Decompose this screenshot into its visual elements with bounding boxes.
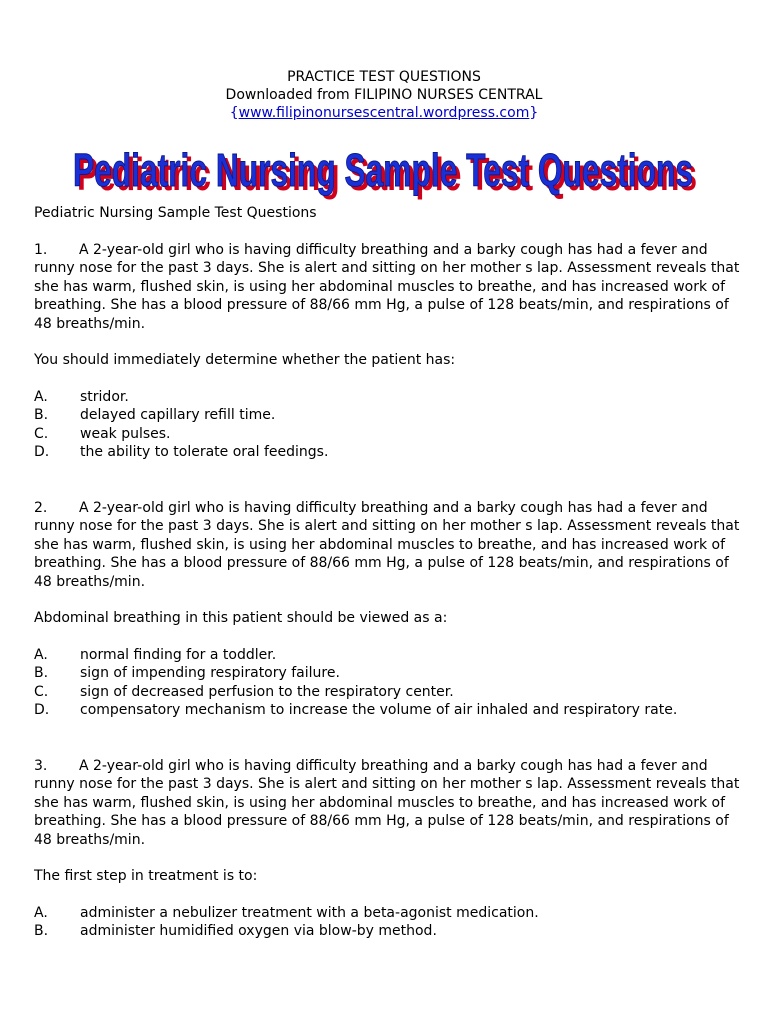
option-letter: D. [34,702,50,718]
banner-text-shadow: Pediatric Nursing Sample Test Questions [77,148,697,200]
banner-text: Pediatric Nursing Sample Test Questions [73,144,693,196]
option-c [34,425,744,444]
question-number: 2. [34,499,48,516]
question-prompt: Abdominal breathing in this patient should be viewed as a: [34,610,448,626]
document-title: Pediatric Nursing Sample Test Questions [34,205,317,221]
option-text: sign of impending respiratory failure. [80,665,340,681]
option-text: weak pulses. [80,425,171,442]
option-text: administer humidified oxygen via blow-by method. [80,923,437,939]
question-stem [34,241,744,334]
question-2 [34,499,744,720]
option-text: the ability to tolerate oral feedings. [80,444,329,460]
question-prompt: You should immediately determine whether the patient has: [34,352,456,368]
header-line-url [0,104,768,122]
option-letter: C. [34,425,49,442]
option-a [34,904,744,923]
question-stem [34,757,744,850]
question-number: 1. [34,241,48,258]
option-letter: B. [34,923,49,939]
question-stem [34,499,744,592]
option-text: administer a nebulizer treatment with a beta-agonist medication. [80,904,539,921]
option-a [34,388,744,407]
option-text: stridor. [80,388,129,405]
option-list [34,904,744,941]
document-header [0,68,768,122]
question-1 [34,241,744,462]
title-banner [0,138,768,204]
header-line-source: Downloaded from FILIPINO NURSES CENTRAL [225,87,543,103]
option-letter: A. [34,904,48,921]
option-letter: C. [34,683,49,700]
option-list [34,388,744,462]
option-letter: A. [34,646,48,663]
brace-close: } [529,105,539,121]
option-d [34,701,744,720]
brace-open: { [229,105,239,121]
option-letter: A. [34,388,48,405]
header-line-practice: PRACTICE TEST QUESTIONS [287,69,481,85]
question-number: 3. [34,757,48,774]
option-list [34,646,744,720]
question-stem-text: A 2-year-old girl who is having difficulty breathing and a barky cough has had a fever and runny nose for the past 3 days. She is alert and sitting on her mother s lap. Assessment reveals that she has warm, flushed skin, is using her abdominal muscles to breathe, and has increased work of breathing. She has a blood pressure of 88/66 mm Hg, a pulse of 128 beats/min, and respirations of 48 breaths/min. [34,499,740,590]
document-body [34,204,744,978]
question-stem-text: A 2-year-old girl who is having difficulty breathing and a barky cough has had a fever and runny nose for the past 3 days. She is alert and sitting on her mother s lap. Assessment reveals that she has warm, flushed skin, is using her abdominal muscles to breathe, and has increased work of breathing. She has a blood pressure of 88/66 mm Hg, a pulse of 128 beats/min, and respirations of 48 breaths/min. [34,241,740,332]
option-a [34,646,744,665]
option-text: normal finding for a toddler. [80,646,277,663]
option-letter: B. [34,407,49,423]
option-b [34,922,744,941]
option-letter: D. [34,444,50,460]
option-c [34,683,744,702]
option-text: delayed capillary refill time. [80,407,276,423]
option-b [34,664,744,683]
source-link[interactable]: www.filipinonursescentral.wordpress.com [238,105,530,121]
question-3 [34,757,744,941]
question-stem-text: A 2-year-old girl who is having difficulty breathing and a barky cough has had a fever and runny nose for the past 3 days. She is alert and sitting on her mother s lap. Assessment reveals that she has warm, flushed skin, is using her abdominal muscles to breathe, and has increased work of breathing. She has a blood pressure of 88/66 mm Hg, a pulse of 128 beats/min, and respirations of 48 breaths/min. [34,757,740,848]
option-text: compensatory mechanism to increase the volume of air inhaled and respiratory rate. [80,702,678,718]
option-b [34,406,744,425]
option-text: sign of decreased perfusion to the respiratory center. [80,683,454,700]
option-d [34,443,744,462]
option-letter: B. [34,665,49,681]
question-prompt: The first step in treatment is to: [34,868,258,884]
